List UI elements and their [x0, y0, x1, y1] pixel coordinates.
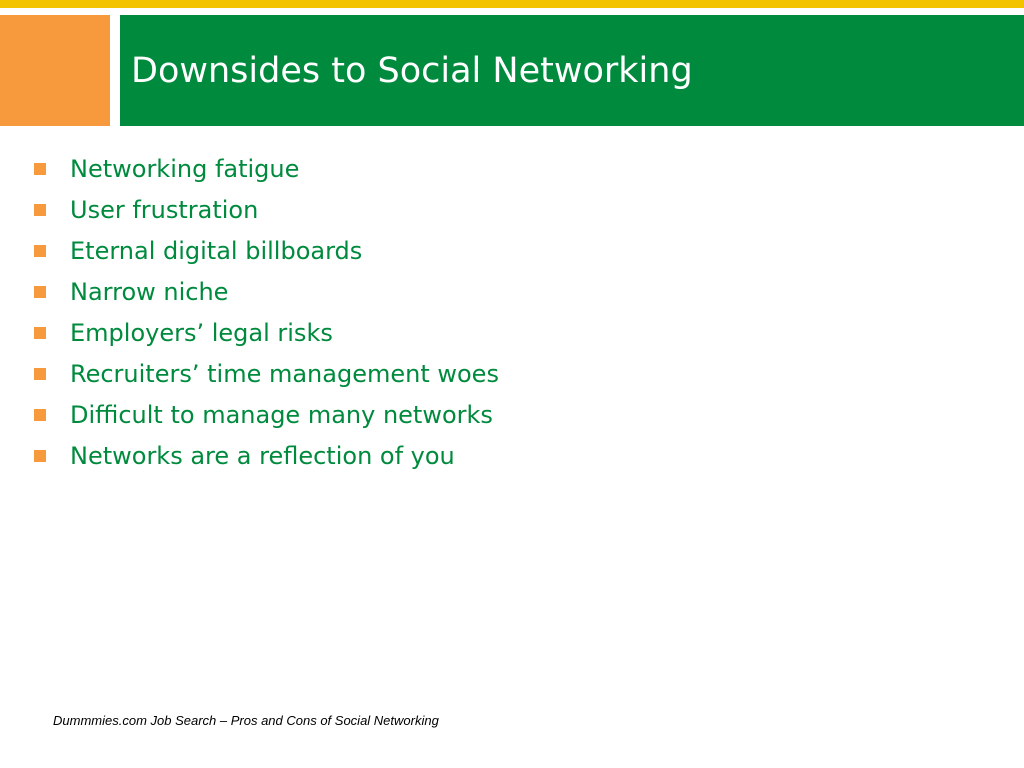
- bullet-item: [34, 435, 499, 476]
- bullet-text: User frustration: [70, 195, 259, 224]
- square-bullet-icon: [34, 163, 46, 175]
- bullet-item: [34, 271, 499, 312]
- square-bullet-icon: [34, 327, 46, 339]
- title-bar: [120, 15, 1024, 126]
- square-bullet-icon: [34, 450, 46, 462]
- bullet-item: [34, 394, 499, 435]
- bullet-text: Narrow niche: [70, 277, 229, 306]
- square-bullet-icon: [34, 368, 46, 380]
- bullet-list: [34, 148, 499, 476]
- bullet-item: [34, 230, 499, 271]
- slide-title: Downsides to Social Networking: [131, 51, 693, 91]
- bullet-text: Recruiters’ time management woes: [70, 359, 499, 388]
- footer-source: Dummmies.com Job Search – Pros and Cons of Social Networking: [53, 713, 439, 728]
- top-accent-band: [0, 0, 1024, 8]
- square-bullet-icon: [34, 245, 46, 257]
- bullet-item: [34, 353, 499, 394]
- square-bullet-icon: [34, 286, 46, 298]
- bullet-text: Difficult to manage many networks: [70, 400, 493, 429]
- bullet-text: Networking fatigue: [70, 154, 300, 183]
- square-bullet-icon: [34, 409, 46, 421]
- bullet-text: Networks are a reflection of you: [70, 441, 455, 470]
- bullet-text: Eternal digital billboards: [70, 236, 363, 265]
- bullet-item: [34, 312, 499, 353]
- square-bullet-icon: [34, 204, 46, 216]
- bullet-item: [34, 148, 499, 189]
- bullet-text: Employers’ legal risks: [70, 318, 333, 347]
- orange-accent-block: [0, 15, 110, 126]
- bullet-item: [34, 189, 499, 230]
